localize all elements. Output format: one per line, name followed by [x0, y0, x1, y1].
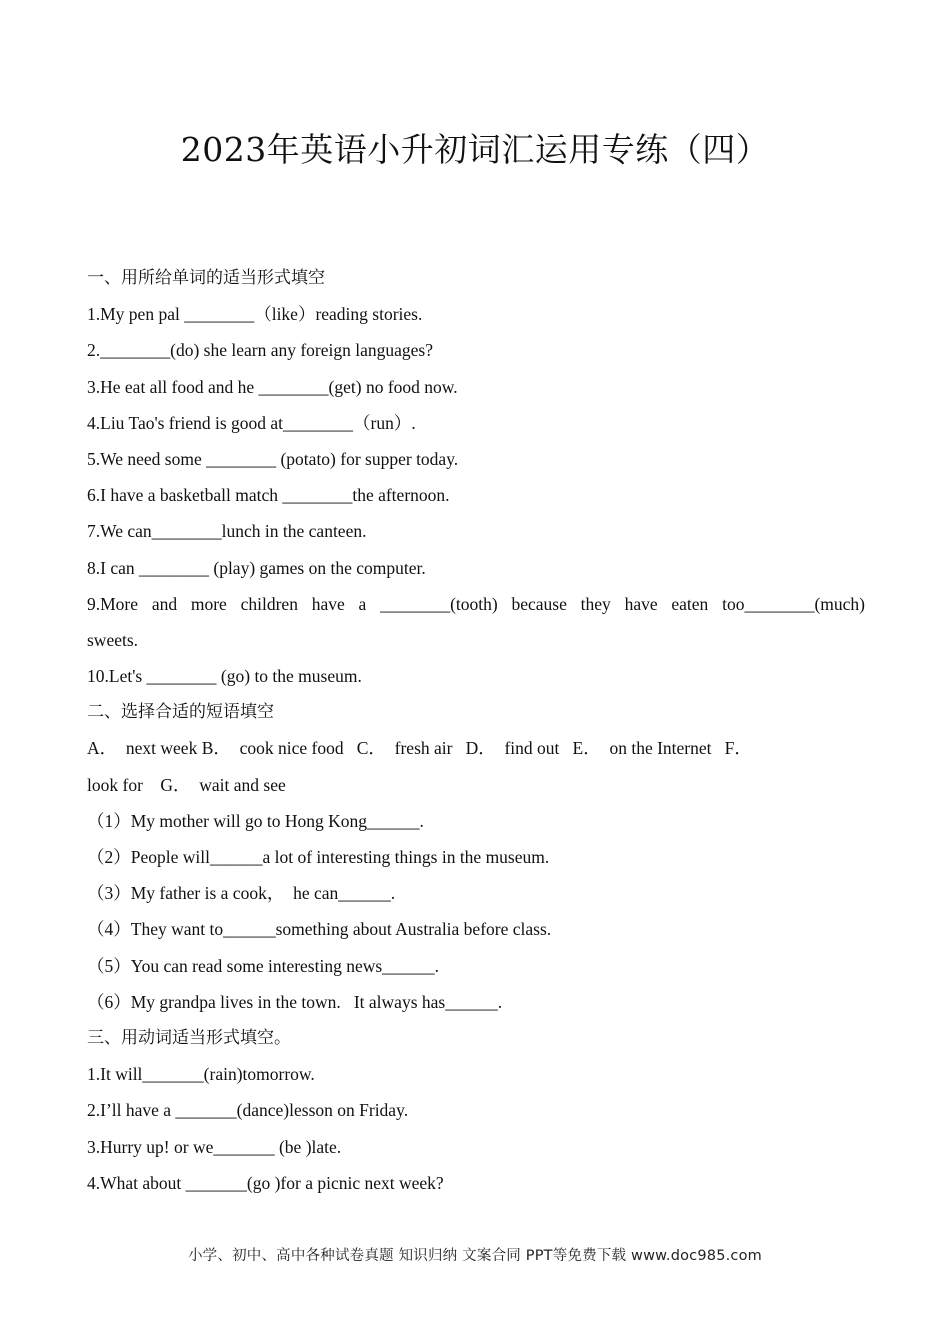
question-1-9-continued: sweets. [87, 629, 139, 650]
section-1-heading: 一、用所给单词的适当形式填空 [87, 268, 325, 288]
section-2-heading: 二、选择合适的短语填空 [87, 702, 274, 723]
question-2-3: （3）My father is a cook， he can______. [87, 883, 396, 904]
question-1-8: 8.I can ________ (play) games on the computer. [87, 557, 426, 578]
options-line-2: look for G． wait and see [87, 774, 286, 795]
question-1-10: 10.Let's ________ (go) to the museum. [87, 666, 362, 687]
options-line-1: A． next week B． cook nice food C． fresh air D． find out E． on the Internet F． [87, 738, 752, 759]
footer-text: 小学、初中、高中各种试卷真题 知识归纳 文案合同 PPT等免费下载 www.doc985.com [187, 1248, 763, 1264]
question-1-5: 5.We need some ________ (potato) for supper today. [87, 448, 459, 469]
question-2-2: （2）People will______a lot of interesting things in the museum. [87, 847, 550, 867]
question-1-7: 7.We can________lunch in the canteen. [87, 521, 367, 542]
question-3-1: 1.It will_______(rain)tomorrow. [87, 1064, 315, 1085]
question-2-6: （6）My grandpa lives in the town. It always has______. [87, 991, 503, 1012]
question-1-9: 9.More and more children have a ________(tooth) because they have eaten too________(much) [87, 593, 865, 614]
question-1-4: 4.Liu Tao's friend is good at________（run）. [87, 412, 416, 433]
question-3-4: 4.What about _______(go )for a picnic next week? [87, 1172, 444, 1193]
question-1-6: 6.I have a basketball match ________the afternoon. [87, 485, 450, 506]
question-1-3: 3.He eat all food and he ________(get) no food now. [87, 376, 458, 397]
question-1-1: 1.My pen pal ________（like）reading stories. [87, 304, 423, 325]
question-3-2: 2.I’ll have a _______(dance)lesson on Friday. [87, 1100, 409, 1121]
question-2-1: （1）My mother will go to Hong Kong______. [87, 810, 424, 831]
page-title: 2023年英语小升初词汇运用专练（四） [180, 130, 770, 169]
question-3-3: 3.Hurry up! or we_______ (be )late. [87, 1136, 342, 1157]
document-body [87, 260, 865, 1201]
section-3-heading: 三、用动词适当形式填空。 [87, 1027, 291, 1048]
question-2-4: （4）They want to______something about Australia before class. [87, 919, 552, 940]
question-2-5: （5）You can read some interesting news______. [87, 955, 440, 976]
question-1-2: 2.________(do) she learn any foreign languages? [87, 340, 434, 361]
